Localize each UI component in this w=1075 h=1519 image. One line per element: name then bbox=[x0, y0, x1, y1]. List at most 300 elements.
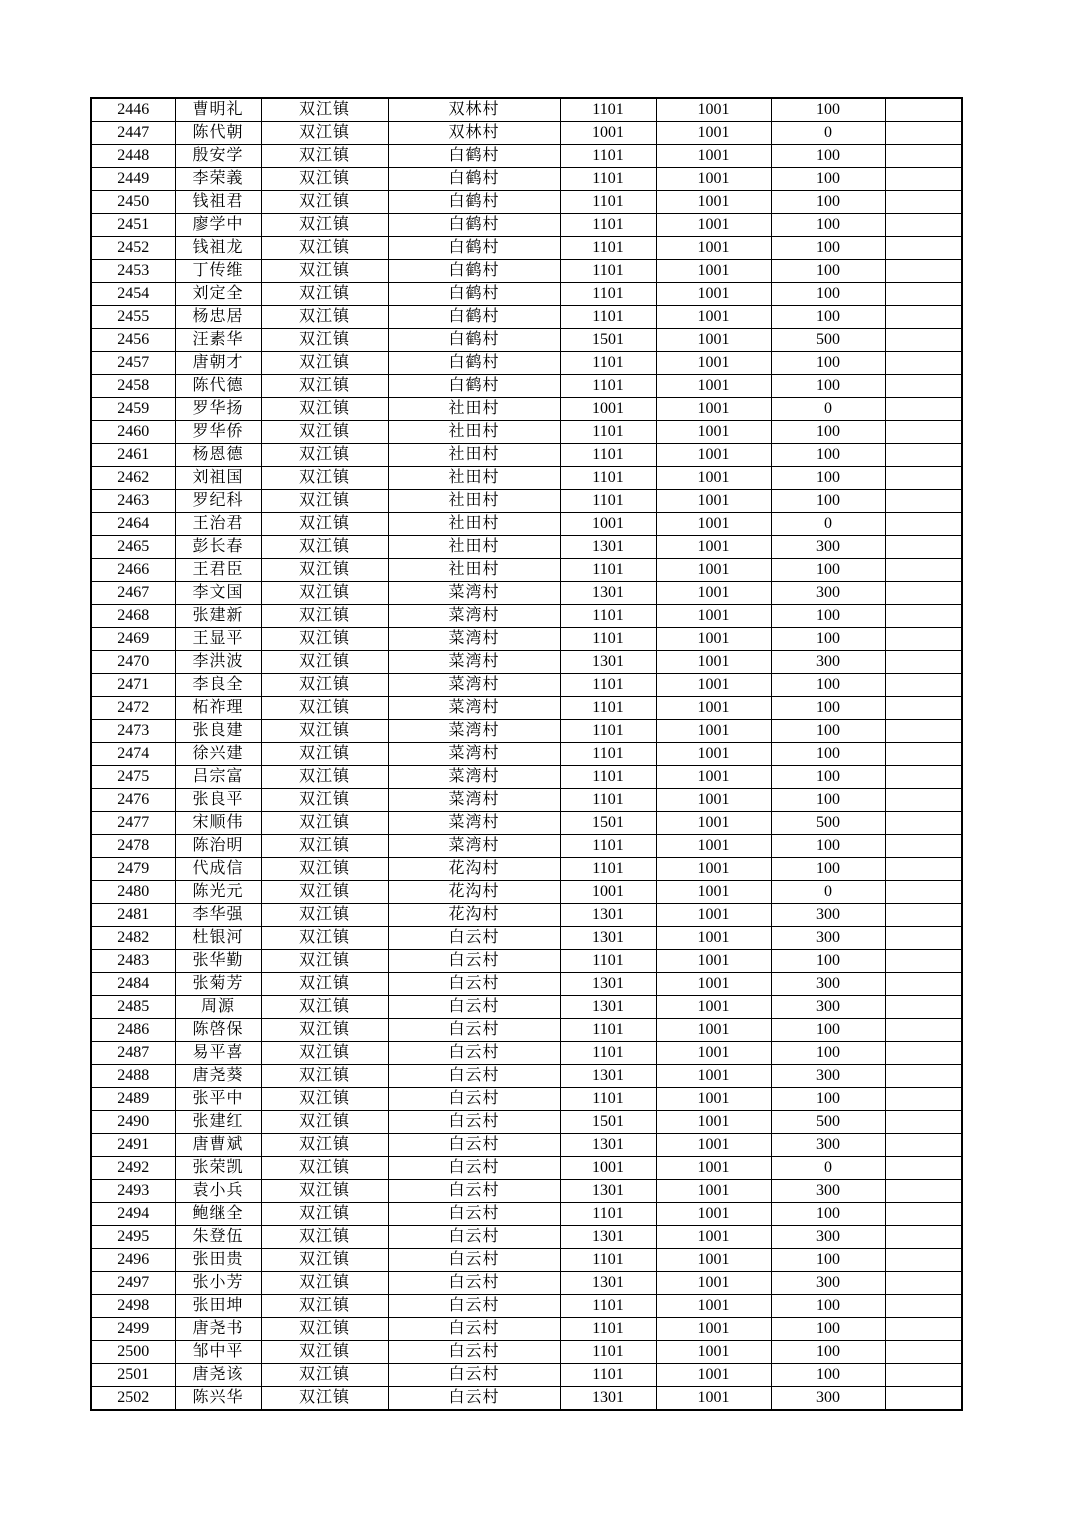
serial-cell: 2464 bbox=[91, 513, 175, 536]
remark-cell bbox=[885, 1295, 962, 1318]
village-cell: 白云村 bbox=[388, 1203, 560, 1226]
serial-cell: 2468 bbox=[91, 605, 175, 628]
code-b-cell: 1001 bbox=[656, 674, 771, 697]
code-b-cell: 1001 bbox=[656, 1088, 771, 1111]
name-cell: 周源 bbox=[175, 996, 261, 1019]
village-cell: 白云村 bbox=[388, 1341, 560, 1364]
village-cell: 白鹤村 bbox=[388, 329, 560, 352]
serial-cell: 2447 bbox=[91, 122, 175, 145]
amount-cell: 100 bbox=[771, 1364, 885, 1387]
table-row bbox=[91, 1295, 962, 1318]
remark-cell bbox=[885, 536, 962, 559]
name-cell: 鲍继全 bbox=[175, 1203, 261, 1226]
code-b-cell: 1001 bbox=[656, 122, 771, 145]
village-cell: 菜湾村 bbox=[388, 582, 560, 605]
remark-cell bbox=[885, 881, 962, 904]
village-cell: 白鹤村 bbox=[388, 191, 560, 214]
remark-cell bbox=[885, 1387, 962, 1411]
remark-cell bbox=[885, 145, 962, 168]
code-a-cell: 1101 bbox=[560, 1088, 656, 1111]
table-row bbox=[91, 674, 962, 697]
village-cell: 社田村 bbox=[388, 421, 560, 444]
remark-cell bbox=[885, 720, 962, 743]
town-cell: 双江镇 bbox=[261, 651, 388, 674]
name-cell: 唐尧书 bbox=[175, 1318, 261, 1341]
table-row bbox=[91, 651, 962, 674]
remark-cell bbox=[885, 329, 962, 352]
serial-cell: 2479 bbox=[91, 858, 175, 881]
amount-cell: 0 bbox=[771, 1157, 885, 1180]
remark-cell bbox=[885, 490, 962, 513]
village-cell: 白云村 bbox=[388, 1019, 560, 1042]
serial-cell: 2481 bbox=[91, 904, 175, 927]
remark-cell bbox=[885, 789, 962, 812]
code-b-cell: 1001 bbox=[656, 605, 771, 628]
town-cell: 双江镇 bbox=[261, 421, 388, 444]
code-a-cell: 1101 bbox=[560, 766, 656, 789]
code-b-cell: 1001 bbox=[656, 812, 771, 835]
table-row bbox=[91, 1088, 962, 1111]
remark-cell bbox=[885, 651, 962, 674]
table-row bbox=[91, 835, 962, 858]
town-cell: 双江镇 bbox=[261, 605, 388, 628]
serial-cell: 2460 bbox=[91, 421, 175, 444]
name-cell: 钱祖龙 bbox=[175, 237, 261, 260]
amount-cell: 300 bbox=[771, 904, 885, 927]
remark-cell bbox=[885, 375, 962, 398]
village-cell: 菜湾村 bbox=[388, 743, 560, 766]
table-row bbox=[91, 812, 962, 835]
table-row bbox=[91, 375, 962, 398]
table-row bbox=[91, 1065, 962, 1088]
amount-cell: 300 bbox=[771, 1226, 885, 1249]
table-row bbox=[91, 1226, 962, 1249]
code-b-cell: 1001 bbox=[656, 1318, 771, 1341]
serial-cell: 2448 bbox=[91, 145, 175, 168]
code-b-cell: 1001 bbox=[656, 927, 771, 950]
amount-cell: 100 bbox=[771, 1203, 885, 1226]
serial-cell: 2472 bbox=[91, 697, 175, 720]
town-cell: 双江镇 bbox=[261, 789, 388, 812]
code-a-cell: 1301 bbox=[560, 1065, 656, 1088]
town-cell: 双江镇 bbox=[261, 145, 388, 168]
remark-cell bbox=[885, 1318, 962, 1341]
village-cell: 菜湾村 bbox=[388, 697, 560, 720]
name-cell: 丁传维 bbox=[175, 260, 261, 283]
town-cell: 双江镇 bbox=[261, 237, 388, 260]
code-b-cell: 1001 bbox=[656, 1180, 771, 1203]
table-row bbox=[91, 1318, 962, 1341]
village-cell: 社田村 bbox=[388, 513, 560, 536]
town-cell: 双江镇 bbox=[261, 743, 388, 766]
code-b-cell: 1001 bbox=[656, 1134, 771, 1157]
town-cell: 双江镇 bbox=[261, 1180, 388, 1203]
village-cell: 白云村 bbox=[388, 1295, 560, 1318]
amount-cell: 100 bbox=[771, 375, 885, 398]
serial-cell: 2502 bbox=[91, 1387, 175, 1411]
code-a-cell: 1101 bbox=[560, 306, 656, 329]
code-a-cell: 1301 bbox=[560, 1134, 656, 1157]
remark-cell bbox=[885, 973, 962, 996]
table-row bbox=[91, 191, 962, 214]
name-cell: 王君臣 bbox=[175, 559, 261, 582]
serial-cell: 2473 bbox=[91, 720, 175, 743]
town-cell: 双江镇 bbox=[261, 950, 388, 973]
amount-cell: 100 bbox=[771, 835, 885, 858]
remark-cell bbox=[885, 996, 962, 1019]
code-b-cell: 1001 bbox=[656, 973, 771, 996]
name-cell: 朱登伍 bbox=[175, 1226, 261, 1249]
village-cell: 菜湾村 bbox=[388, 789, 560, 812]
table-row bbox=[91, 1387, 962, 1411]
serial-cell: 2498 bbox=[91, 1295, 175, 1318]
code-a-cell: 1101 bbox=[560, 168, 656, 191]
code-b-cell: 1001 bbox=[656, 444, 771, 467]
code-b-cell: 1001 bbox=[656, 398, 771, 421]
town-cell: 双江镇 bbox=[261, 1295, 388, 1318]
amount-cell: 300 bbox=[771, 927, 885, 950]
name-cell: 钱祖君 bbox=[175, 191, 261, 214]
remark-cell bbox=[885, 191, 962, 214]
remark-cell bbox=[885, 904, 962, 927]
remark-cell bbox=[885, 122, 962, 145]
village-cell: 白云村 bbox=[388, 1134, 560, 1157]
table-row bbox=[91, 1364, 962, 1387]
village-cell: 社田村 bbox=[388, 444, 560, 467]
serial-cell: 2453 bbox=[91, 260, 175, 283]
table-row bbox=[91, 467, 962, 490]
name-cell: 罗华侨 bbox=[175, 421, 261, 444]
serial-cell: 2492 bbox=[91, 1157, 175, 1180]
code-a-cell: 1101 bbox=[560, 214, 656, 237]
name-cell: 汪素华 bbox=[175, 329, 261, 352]
code-b-cell: 1001 bbox=[656, 421, 771, 444]
amount-cell: 100 bbox=[771, 1042, 885, 1065]
name-cell: 柘祚理 bbox=[175, 697, 261, 720]
town-cell: 双江镇 bbox=[261, 306, 388, 329]
town-cell: 双江镇 bbox=[261, 582, 388, 605]
table-row bbox=[91, 904, 962, 927]
name-cell: 张建红 bbox=[175, 1111, 261, 1134]
remark-cell bbox=[885, 674, 962, 697]
code-a-cell: 1101 bbox=[560, 743, 656, 766]
roster-table bbox=[90, 97, 963, 1411]
serial-cell: 2459 bbox=[91, 398, 175, 421]
table-row bbox=[91, 697, 962, 720]
code-b-cell: 1001 bbox=[656, 490, 771, 513]
amount-cell: 100 bbox=[771, 858, 885, 881]
serial-cell: 2462 bbox=[91, 467, 175, 490]
village-cell: 菜湾村 bbox=[388, 812, 560, 835]
amount-cell: 100 bbox=[771, 214, 885, 237]
town-cell: 双江镇 bbox=[261, 1042, 388, 1065]
name-cell: 王显平 bbox=[175, 628, 261, 651]
name-cell: 张田坤 bbox=[175, 1295, 261, 1318]
amount-cell: 100 bbox=[771, 98, 885, 122]
amount-cell: 100 bbox=[771, 789, 885, 812]
remark-cell bbox=[885, 927, 962, 950]
name-cell: 刘祖国 bbox=[175, 467, 261, 490]
code-a-cell: 1101 bbox=[560, 789, 656, 812]
serial-cell: 2487 bbox=[91, 1042, 175, 1065]
village-cell: 社田村 bbox=[388, 536, 560, 559]
table-row bbox=[91, 237, 962, 260]
code-b-cell: 1001 bbox=[656, 904, 771, 927]
code-a-cell: 1101 bbox=[560, 1318, 656, 1341]
table-row bbox=[91, 214, 962, 237]
remark-cell bbox=[885, 237, 962, 260]
name-cell: 杨忠居 bbox=[175, 306, 261, 329]
amount-cell: 100 bbox=[771, 421, 885, 444]
code-a-cell: 1501 bbox=[560, 1111, 656, 1134]
table-row bbox=[91, 513, 962, 536]
amount-cell: 100 bbox=[771, 605, 885, 628]
amount-cell: 100 bbox=[771, 697, 885, 720]
town-cell: 双江镇 bbox=[261, 996, 388, 1019]
table-row bbox=[91, 720, 962, 743]
name-cell: 李华强 bbox=[175, 904, 261, 927]
remark-cell bbox=[885, 1203, 962, 1226]
remark-cell bbox=[885, 1088, 962, 1111]
table-row bbox=[91, 1203, 962, 1226]
code-b-cell: 1001 bbox=[656, 145, 771, 168]
serial-cell: 2452 bbox=[91, 237, 175, 260]
code-b-cell: 1001 bbox=[656, 306, 771, 329]
code-b-cell: 1001 bbox=[656, 766, 771, 789]
code-b-cell: 1001 bbox=[656, 1111, 771, 1134]
amount-cell: 300 bbox=[771, 973, 885, 996]
name-cell: 张华勤 bbox=[175, 950, 261, 973]
remark-cell bbox=[885, 605, 962, 628]
code-a-cell: 1101 bbox=[560, 835, 656, 858]
village-cell: 花沟村 bbox=[388, 858, 560, 881]
amount-cell: 100 bbox=[771, 559, 885, 582]
amount-cell: 300 bbox=[771, 1134, 885, 1157]
serial-cell: 2467 bbox=[91, 582, 175, 605]
name-cell: 廖学中 bbox=[175, 214, 261, 237]
code-a-cell: 1101 bbox=[560, 375, 656, 398]
town-cell: 双江镇 bbox=[261, 1019, 388, 1042]
code-b-cell: 1001 bbox=[656, 98, 771, 122]
village-cell: 白鹤村 bbox=[388, 237, 560, 260]
code-a-cell: 1001 bbox=[560, 122, 656, 145]
amount-cell: 100 bbox=[771, 1318, 885, 1341]
remark-cell bbox=[885, 1180, 962, 1203]
name-cell: 陈治明 bbox=[175, 835, 261, 858]
village-cell: 菜湾村 bbox=[388, 651, 560, 674]
serial-cell: 2491 bbox=[91, 1134, 175, 1157]
name-cell: 张良建 bbox=[175, 720, 261, 743]
amount-cell: 100 bbox=[771, 168, 885, 191]
table-row bbox=[91, 536, 962, 559]
remark-cell bbox=[885, 214, 962, 237]
town-cell: 双江镇 bbox=[261, 98, 388, 122]
name-cell: 彭长春 bbox=[175, 536, 261, 559]
name-cell: 张田贵 bbox=[175, 1249, 261, 1272]
serial-cell: 2474 bbox=[91, 743, 175, 766]
amount-cell: 100 bbox=[771, 1341, 885, 1364]
town-cell: 双江镇 bbox=[261, 628, 388, 651]
code-a-cell: 1101 bbox=[560, 421, 656, 444]
village-cell: 白鹤村 bbox=[388, 168, 560, 191]
code-a-cell: 1101 bbox=[560, 1295, 656, 1318]
code-a-cell: 1301 bbox=[560, 1226, 656, 1249]
amount-cell: 500 bbox=[771, 329, 885, 352]
serial-cell: 2497 bbox=[91, 1272, 175, 1295]
roster-body bbox=[91, 98, 962, 1410]
village-cell: 社田村 bbox=[388, 467, 560, 490]
amount-cell: 100 bbox=[771, 743, 885, 766]
town-cell: 双江镇 bbox=[261, 674, 388, 697]
name-cell: 陈啓保 bbox=[175, 1019, 261, 1042]
amount-cell: 0 bbox=[771, 122, 885, 145]
code-b-cell: 1001 bbox=[656, 237, 771, 260]
town-cell: 双江镇 bbox=[261, 444, 388, 467]
code-b-cell: 1001 bbox=[656, 858, 771, 881]
table-row bbox=[91, 559, 962, 582]
table-row bbox=[91, 398, 962, 421]
code-a-cell: 1101 bbox=[560, 674, 656, 697]
town-cell: 双江镇 bbox=[261, 720, 388, 743]
amount-cell: 500 bbox=[771, 812, 885, 835]
code-a-cell: 1101 bbox=[560, 237, 656, 260]
name-cell: 李文国 bbox=[175, 582, 261, 605]
serial-cell: 2463 bbox=[91, 490, 175, 513]
table-row bbox=[91, 927, 962, 950]
amount-cell: 300 bbox=[771, 1272, 885, 1295]
town-cell: 双江镇 bbox=[261, 1203, 388, 1226]
serial-cell: 2454 bbox=[91, 283, 175, 306]
code-b-cell: 1001 bbox=[656, 1387, 771, 1411]
code-b-cell: 1001 bbox=[656, 697, 771, 720]
table-row bbox=[91, 743, 962, 766]
name-cell: 杜银河 bbox=[175, 927, 261, 950]
village-cell: 白云村 bbox=[388, 1318, 560, 1341]
amount-cell: 100 bbox=[771, 674, 885, 697]
amount-cell: 100 bbox=[771, 352, 885, 375]
village-cell: 白云村 bbox=[388, 950, 560, 973]
code-b-cell: 1001 bbox=[656, 329, 771, 352]
name-cell: 陈代朝 bbox=[175, 122, 261, 145]
table-row bbox=[91, 789, 962, 812]
remark-cell bbox=[885, 1226, 962, 1249]
name-cell: 李良全 bbox=[175, 674, 261, 697]
village-cell: 白鹤村 bbox=[388, 283, 560, 306]
town-cell: 双江镇 bbox=[261, 1272, 388, 1295]
name-cell: 张平中 bbox=[175, 1088, 261, 1111]
table-row bbox=[91, 283, 962, 306]
code-a-cell: 1101 bbox=[560, 283, 656, 306]
town-cell: 双江镇 bbox=[261, 1065, 388, 1088]
village-cell: 白云村 bbox=[388, 1364, 560, 1387]
serial-cell: 2484 bbox=[91, 973, 175, 996]
remark-cell bbox=[885, 582, 962, 605]
table-row bbox=[91, 122, 962, 145]
code-a-cell: 1301 bbox=[560, 1180, 656, 1203]
village-cell: 白云村 bbox=[388, 996, 560, 1019]
code-a-cell: 1301 bbox=[560, 927, 656, 950]
serial-cell: 2471 bbox=[91, 674, 175, 697]
table-row bbox=[91, 858, 962, 881]
village-cell: 白云村 bbox=[388, 1111, 560, 1134]
amount-cell: 0 bbox=[771, 881, 885, 904]
amount-cell: 100 bbox=[771, 1088, 885, 1111]
code-a-cell: 1301 bbox=[560, 1387, 656, 1411]
table-row bbox=[91, 421, 962, 444]
town-cell: 双江镇 bbox=[261, 1134, 388, 1157]
code-b-cell: 1001 bbox=[656, 191, 771, 214]
remark-cell bbox=[885, 1134, 962, 1157]
town-cell: 双江镇 bbox=[261, 1364, 388, 1387]
town-cell: 双江镇 bbox=[261, 559, 388, 582]
amount-cell: 100 bbox=[771, 720, 885, 743]
village-cell: 菜湾村 bbox=[388, 766, 560, 789]
code-b-cell: 1001 bbox=[656, 789, 771, 812]
amount-cell: 300 bbox=[771, 996, 885, 1019]
name-cell: 李荣義 bbox=[175, 168, 261, 191]
serial-cell: 2466 bbox=[91, 559, 175, 582]
remark-cell bbox=[885, 352, 962, 375]
code-b-cell: 1001 bbox=[656, 1272, 771, 1295]
table-row bbox=[91, 1134, 962, 1157]
amount-cell: 100 bbox=[771, 283, 885, 306]
code-b-cell: 1001 bbox=[656, 1226, 771, 1249]
amount-cell: 100 bbox=[771, 145, 885, 168]
code-a-cell: 1501 bbox=[560, 812, 656, 835]
remark-cell bbox=[885, 697, 962, 720]
code-a-cell: 1101 bbox=[560, 950, 656, 973]
village-cell: 白云村 bbox=[388, 1180, 560, 1203]
amount-cell: 300 bbox=[771, 1387, 885, 1411]
remark-cell bbox=[885, 444, 962, 467]
town-cell: 双江镇 bbox=[261, 1088, 388, 1111]
name-cell: 罗华扬 bbox=[175, 398, 261, 421]
amount-cell: 100 bbox=[771, 1019, 885, 1042]
table-row bbox=[91, 168, 962, 191]
amount-cell: 0 bbox=[771, 513, 885, 536]
village-cell: 白云村 bbox=[388, 1272, 560, 1295]
code-b-cell: 1001 bbox=[656, 283, 771, 306]
town-cell: 双江镇 bbox=[261, 1249, 388, 1272]
code-b-cell: 1001 bbox=[656, 536, 771, 559]
name-cell: 殷安学 bbox=[175, 145, 261, 168]
serial-cell: 2485 bbox=[91, 996, 175, 1019]
serial-cell: 2457 bbox=[91, 352, 175, 375]
village-cell: 菜湾村 bbox=[388, 628, 560, 651]
code-b-cell: 1001 bbox=[656, 1249, 771, 1272]
code-b-cell: 1001 bbox=[656, 1203, 771, 1226]
serial-cell: 2483 bbox=[91, 950, 175, 973]
village-cell: 白云村 bbox=[388, 1249, 560, 1272]
town-cell: 双江镇 bbox=[261, 122, 388, 145]
code-b-cell: 1001 bbox=[656, 1042, 771, 1065]
amount-cell: 0 bbox=[771, 398, 885, 421]
remark-cell bbox=[885, 283, 962, 306]
remark-cell bbox=[885, 1249, 962, 1272]
amount-cell: 100 bbox=[771, 1249, 885, 1272]
name-cell: 陈代德 bbox=[175, 375, 261, 398]
amount-cell: 100 bbox=[771, 766, 885, 789]
village-cell: 菜湾村 bbox=[388, 835, 560, 858]
village-cell: 白云村 bbox=[388, 1387, 560, 1411]
serial-cell: 2499 bbox=[91, 1318, 175, 1341]
village-cell: 白云村 bbox=[388, 1042, 560, 1065]
amount-cell: 100 bbox=[771, 237, 885, 260]
name-cell: 唐尧该 bbox=[175, 1364, 261, 1387]
amount-cell: 500 bbox=[771, 1111, 885, 1134]
code-b-cell: 1001 bbox=[656, 1341, 771, 1364]
name-cell: 刘定全 bbox=[175, 283, 261, 306]
